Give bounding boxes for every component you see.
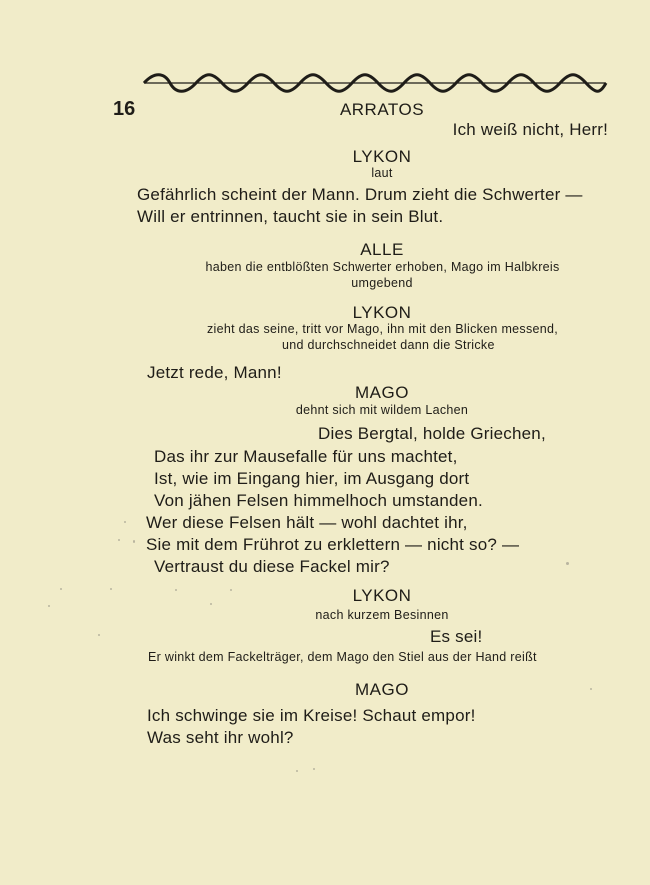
stage-direction: nach kurzem Besinnen	[315, 608, 449, 622]
stage-direction: umgebend	[351, 276, 413, 290]
speaker-lykon: LYKON	[352, 586, 412, 605]
decorative-ornament-band	[140, 72, 610, 94]
speaker-mago: MAGO	[355, 383, 409, 402]
speaker-alle: ALLE	[360, 240, 404, 259]
ink-speck	[60, 588, 62, 590]
ink-speck	[124, 521, 126, 523]
verse-line: Von jähen Felsen himmelhoch umstanden.	[154, 491, 483, 510]
ink-speck	[230, 589, 232, 591]
verse-line: Was seht ihr wohl?	[147, 728, 294, 747]
verse-line: Ist, wie im Eingang hier, im Ausgang dort	[154, 469, 470, 488]
ink-speck	[296, 770, 298, 772]
stage-direction: und durchschneidet dann die Stricke	[282, 338, 495, 352]
verse-line: Ich schwinge sie im Kreise! Schaut empor!	[147, 706, 476, 725]
stage-direction: Er winkt dem Fackelträger, dem Mago den Stiel aus der Hand reißt	[148, 650, 537, 664]
verse-line: Will er entrinnen, taucht sie in sein Blut.	[137, 207, 444, 226]
stage-direction: zieht das seine, tritt vor Mago, ihn mit den Blicken messend,	[206, 322, 559, 336]
page-number: 16	[113, 98, 136, 120]
ink-speck	[48, 605, 50, 607]
ink-speck	[566, 562, 569, 565]
speaker-mago: MAGO	[355, 680, 409, 699]
ink-speck	[118, 539, 120, 541]
ink-speck	[590, 688, 592, 690]
verse-line: Das ihr zur Mausefalle für uns machtet,	[154, 447, 458, 466]
stage-direction: haben die entblößten Schwerter erhoben, Mago im Halbkreis	[205, 260, 560, 274]
verse-line: Wer diese Felsen hält — wohl dachtet ihr,	[146, 513, 468, 532]
ink-speck	[210, 603, 212, 605]
verse-line: Sie mit dem Frührot zu erklettern — nicht so? —	[146, 535, 520, 554]
verse-line: Dies Bergtal, holde Griechen,	[318, 424, 546, 443]
verse-line: Gefährlich scheint der Mann. Drum zieht die Schwerter —	[137, 185, 583, 204]
speaker-lykon: LYKON	[352, 147, 412, 166]
ink-speck	[98, 634, 100, 636]
verse-line: Vertraust du diese Fackel mir?	[154, 557, 390, 576]
speaker-lykon: LYKON	[352, 303, 412, 322]
verse-line: Ich weiß nicht, Herr!	[452, 120, 608, 139]
verse-line: Jetzt rede, Mann!	[147, 363, 282, 382]
stage-direction: dehnt sich mit wildem Lachen	[295, 403, 469, 417]
stage-direction: laut	[371, 166, 393, 180]
ink-speck	[313, 768, 315, 770]
speaker-arratos: ARRATOS	[339, 100, 425, 119]
ink-speck	[133, 540, 135, 543]
ink-speck	[110, 588, 112, 590]
ink-speck	[175, 589, 177, 591]
verse-line: Es sei!	[430, 627, 483, 646]
